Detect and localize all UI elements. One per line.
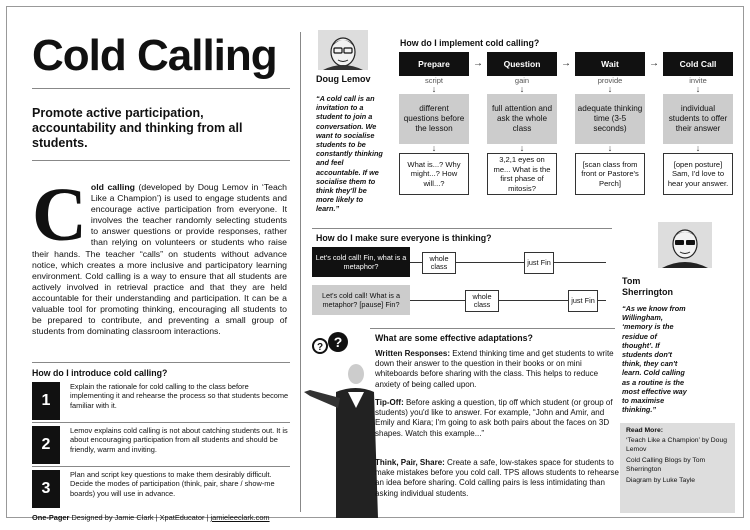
svg-text:?: ? [333,334,343,350]
arrow-right-icon: → [649,58,659,69]
flow-head: Wait [575,52,645,76]
footer-text: Designed by Jamie Clark | XpatEducator | [69,513,211,522]
timeline-box: whole class [422,252,456,274]
step-text: Plan and script key questions to make them desirably difficult. Decide the modes of participation (think, pair, share / show-me boards) you will use in advance. [70,470,275,498]
flow-head: Prepare [399,52,469,76]
divider [312,228,612,229]
step-text: Explain the rationale for cold calling to the class before implementing it and rehearse the process so that students become familiar with it. [70,382,289,410]
flow-verb: provide [597,76,623,85]
footer-link[interactable]: jamieleeclark.com [210,513,270,522]
adaptation-title: Written Responses: [375,349,450,358]
lemov-quote: “A cold call is an invitation to a student to join a conversation. We want to socialise students to be constantly thinking and feel accountable. If we socialise them to think they'll be more likely to learn.” [316,94,383,214]
flow-head: Cold Call [663,52,733,76]
flow-verb: script [425,76,443,85]
sherrington-name: Tom Sherrington [622,276,673,297]
flow-column-question [487,52,557,195]
divider [32,362,290,363]
implement-flow [399,52,734,212]
flow-column-wait [575,52,645,195]
flow-example: [scan class from front or Pastore's Perch] [575,153,645,195]
teacher-illustration [300,328,380,518]
svg-text:?: ? [316,342,324,353]
adaptations-heading: What are some effective adaptations? [375,333,533,343]
flow-column-cold-call [663,52,733,195]
step-text: Lemov explains cold calling is not about catching students out. It is about encouraging participation from all students and should be friendly, warm and inviting. [70,426,288,454]
read-more-item: Diagram by Luke Tayle [626,477,696,485]
flow-example: What is...? Why might...? How will...? [399,153,469,195]
thinking-heading: How do I make sure everyone is thinking? [316,233,492,243]
timeline-label-2: Let's cold call! What is a metaphor? [pause] Fin? [312,285,410,315]
arrow-down-icon: ↓ [607,84,613,94]
read-more-panel [620,423,735,513]
arrow-right-icon: → [473,58,483,69]
flow-action: different questions before the lesson [399,94,469,144]
flow-example: [open posture] Sam, I'd love to hear your answer. [663,153,733,195]
timeline-box: just Fin [568,290,598,312]
flow-verb: invite [689,76,707,85]
intro-body: (developed by Doug Lemov in ‘Teach Like a Champion’) is used to engage students and encourage active participation from everyone. It involves the teacher randomly selecting students to answer questions or provide responses, rather than relying on volunteers or students who raise their hands. The teacher “calls” on students without advance notice, which creates a more inclusive and participatory learning environment. Cold calling is a way to ensure that all students are actively involved in retrieval practice and that they are held accountable for their understanding and participation. It can be a valuable tool for promoting thinking, encouraging all students to be prepared to contribute, and preventing a small group of students from dominating classroom interactions. [32,182,287,337]
arrow-down-icon: ↓ [607,143,613,153]
flow-example: 3,2,1 eyes on me... What is the first phase of mitosis? [487,153,557,195]
step-number: 1 [32,382,60,420]
flow-action: adequate thinking time (3-5 seconds) [575,94,645,144]
arrow-down-icon: ↓ [695,84,701,94]
step-number: 3 [32,470,60,508]
arrow-down-icon: ↓ [431,84,437,94]
adaptation-text: Extend thinking time and get students to write down their answer to the question in their books or on mini whiteboards before sharing with the class. This helps to reduce anxiety of being called upon. [375,349,614,389]
dropcap: C [32,173,87,257]
adaptation-text: Create a safe, low-stakes space for students to make mistakes before you cold call. TPS allows students to rehearse an idea before sharing. Cold calling pairs is less intimidating than asking individual students. [375,458,619,498]
timeline-box: whole class [465,290,499,312]
divider [32,160,290,161]
page-title: Cold Calling [32,31,277,80]
tom-sherrington-portrait [658,222,712,268]
read-more-item: Cold Calling Blogs by Tom Sherrington [626,457,706,473]
flow-action: full attention and ask the whole class [487,94,557,144]
adaptation-item [375,349,620,390]
step-number: 2 [32,426,60,464]
read-more-heading: Read More: [626,427,664,434]
adaptation-item [375,398,620,439]
sherrington-quote: “As we know from Willingham, ‘memory is the residue of thought’. If students don't think, they can't learn. Cold calling as a routine is the most effective way to maximise thinking.” [622,304,687,415]
divider [370,328,615,329]
arrow-right-icon: → [561,58,571,69]
adaptation-text: Before asking a question, tip off which student (or group of students) you'd like to answer. For example, “John and Amir, and Emily and Kiara; I'm going to ask both pairs about the faces on 3D shapes. Watch this example...” [375,398,613,438]
implement-heading: How do I implement cold calling? [400,38,540,48]
step-3 [32,470,290,516]
read-more-item: ‘Teach Like a Champion’ by Doug Lemov [626,437,728,453]
footer-bold: One-Pager [32,513,70,522]
arrow-down-icon: ↓ [519,84,525,94]
flow-head: Question [487,52,557,76]
divider [32,422,290,423]
divider [32,466,290,467]
lemov-name: Doug Lemov [316,74,371,84]
arrow-down-icon: ↓ [695,143,701,153]
flow-verb: gain [514,76,530,85]
adaptation-title: Think, Pair, Share: [375,458,445,467]
doug-lemov-portrait [318,30,368,70]
adaptation-title: Tip-Off: [375,398,404,407]
flow-action: individual students to offer their answer [663,94,733,144]
timeline-box: just Fin [524,252,554,274]
subtitle: Promote active participation, accountability and thinking from all students. [32,106,243,150]
thinking-timeline [312,247,612,327]
introduce-heading: How do I introduce cold calling? [32,368,168,378]
timeline-label-1: Let's cold call! Fin, what is a metaphor? [312,247,410,277]
arrow-down-icon: ↓ [519,143,525,153]
flow-column-prepare [399,52,469,195]
intro-paragraph [32,173,287,337]
footer [32,513,270,522]
divider [32,88,290,89]
adaptation-item [375,458,620,499]
arrow-down-icon: ↓ [431,143,437,153]
intro-bold-lead: old calling [90,182,135,192]
